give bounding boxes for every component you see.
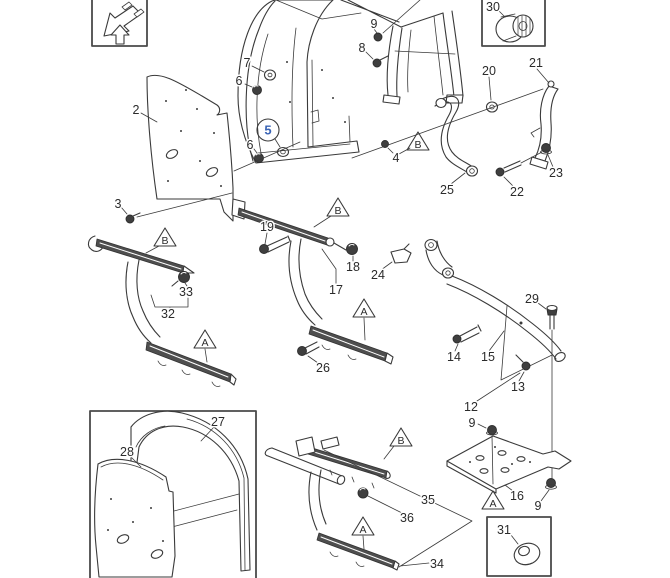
- part-label-30[interactable]: 30: [486, 0, 500, 14]
- marker-letter: A: [359, 524, 367, 536]
- assembly-marker-B: [390, 428, 412, 447]
- part-label-35[interactable]: 35: [421, 493, 435, 507]
- part-label-27[interactable]: 27: [211, 415, 225, 429]
- part-label-20[interactable]: 20: [482, 64, 496, 78]
- linkage-right: [399, 69, 558, 187]
- bolt-9-bottom: [547, 479, 556, 488]
- part-label-32[interactable]: 32: [161, 307, 175, 321]
- bolt-13: [522, 362, 530, 370]
- part-label-9[interactable]: 9: [370, 17, 378, 31]
- marker-letter: A: [489, 498, 497, 510]
- part-label-8[interactable]: 8: [358, 41, 366, 55]
- part-label-19[interactable]: 19: [260, 220, 274, 234]
- bushing-30: [496, 9, 533, 42]
- part-label-26[interactable]: 26: [316, 361, 330, 375]
- marker-letter: A: [201, 337, 209, 349]
- part-label-14[interactable]: 14: [447, 350, 461, 364]
- knob-18: [347, 244, 358, 255]
- knob-36: [358, 488, 368, 498]
- washer-31: [511, 535, 543, 568]
- part-label-24[interactable]: 24: [371, 268, 385, 282]
- assembly-marker-B: [327, 198, 349, 217]
- part-label-4[interactable]: 4: [392, 151, 400, 165]
- part-label-33[interactable]: 33: [179, 285, 193, 299]
- nut-9-top: [374, 33, 382, 41]
- part-label-6[interactable]: 6: [246, 138, 254, 152]
- knob-33: [179, 272, 190, 283]
- part-label-9[interactable]: 9: [468, 416, 476, 430]
- plate-16: [447, 424, 571, 501]
- assembly-marker-A: [353, 299, 375, 318]
- assembly-marker-A: [194, 330, 216, 349]
- marker-letter: B: [414, 139, 422, 151]
- marker-letter: B: [161, 235, 169, 247]
- orientation-arrows-icon: [104, 2, 144, 44]
- marker-letter: A: [360, 306, 368, 318]
- marker-letter: B: [397, 435, 405, 447]
- part-label-9[interactable]: 9: [534, 499, 542, 513]
- part-label-21[interactable]: 21: [529, 56, 543, 70]
- part-label-17[interactable]: 17: [329, 283, 343, 297]
- assembly-marker-A: [482, 491, 504, 510]
- part-label-3[interactable]: 3: [114, 197, 122, 211]
- highlighted-part-number: 5: [264, 122, 272, 138]
- part-label-2[interactable]: 2: [132, 103, 140, 117]
- nut-9-plate: [488, 426, 497, 435]
- part-label-7[interactable]: 7: [243, 56, 251, 70]
- assembly-marker-B: [154, 228, 176, 247]
- assembly-marker-A: [352, 517, 374, 536]
- nut-23: [542, 144, 551, 153]
- part-label-31[interactable]: 31: [497, 523, 511, 537]
- part-label-16[interactable]: 16: [510, 489, 524, 503]
- part-label-13[interactable]: 13: [511, 380, 525, 394]
- panels-27-28: [95, 411, 250, 577]
- part-label-28[interactable]: 28: [120, 445, 134, 459]
- bolt-22: [496, 168, 504, 176]
- part-label-6[interactable]: 6: [235, 74, 243, 88]
- part-label-29[interactable]: 29: [525, 292, 539, 306]
- part-label-23[interactable]: 23: [549, 166, 563, 180]
- part-label-18[interactable]: 18: [346, 260, 360, 274]
- panel-2: [121, 75, 233, 223]
- part-label-25[interactable]: 25: [440, 183, 454, 197]
- part-label-12[interactable]: 12: [464, 400, 478, 414]
- bottom-assembly: [265, 437, 472, 570]
- part-label-34[interactable]: 34: [430, 557, 444, 571]
- part-label-22[interactable]: 22: [510, 185, 524, 199]
- marker-letter: B: [334, 205, 342, 217]
- part-label-15[interactable]: 15: [481, 350, 495, 364]
- part-label-36[interactable]: 36: [400, 511, 414, 525]
